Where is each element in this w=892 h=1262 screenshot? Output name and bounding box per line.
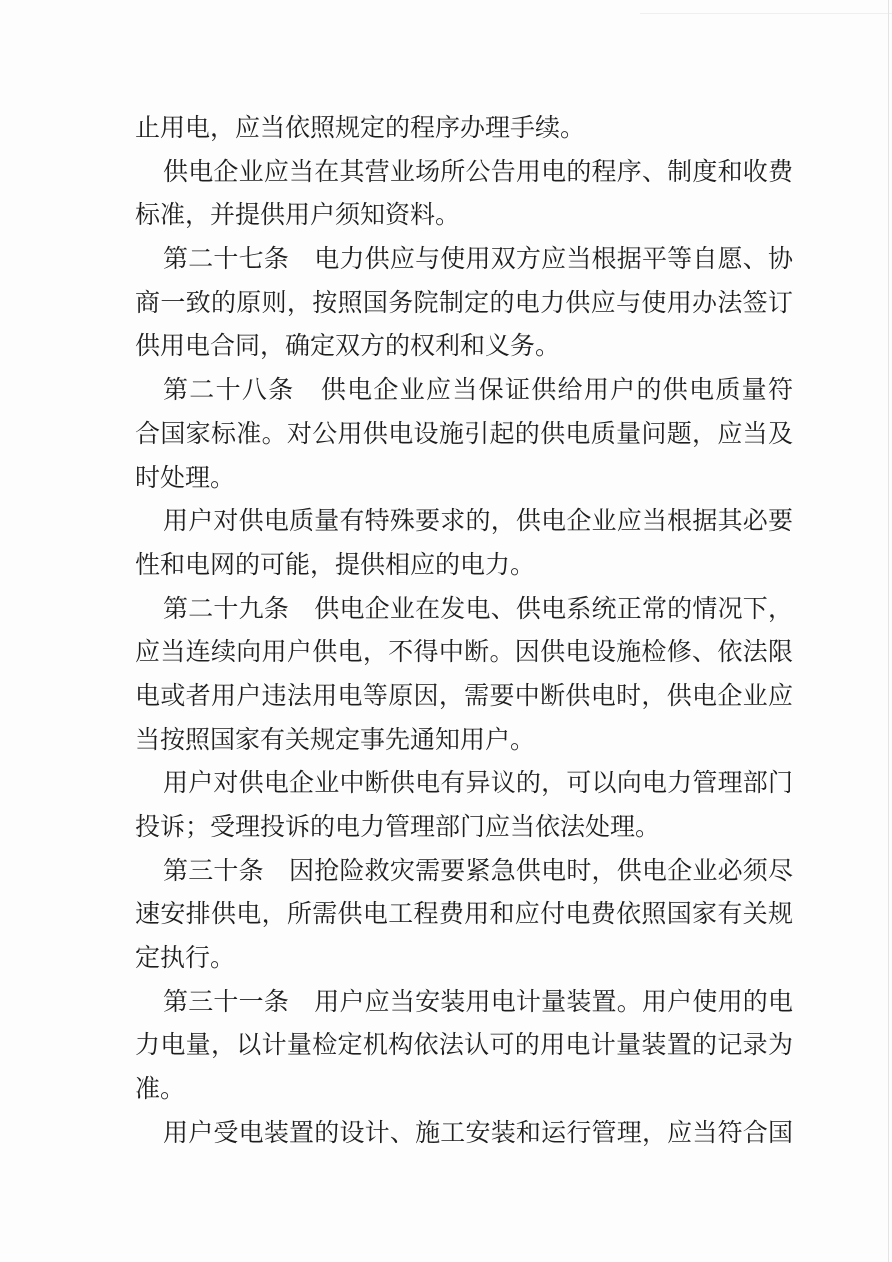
text-line: 投诉；受理投诉的电力管理部门应当依法处理。 <box>135 814 661 841</box>
text-line: 准。 <box>135 1076 186 1104</box>
text-line: 用户受电装置的设计、施工安装和运行管理，应当符合国 <box>163 1119 793 1147</box>
text-line: 止用电，应当依照规定的程序办理手续。 <box>135 115 586 142</box>
text-line: 应当连续向用户供电，不得中断。因供电设施检修、依法限 <box>135 639 793 667</box>
law-text-block <box>135 107 793 1156</box>
text-line: 速安排供电，所需供电工程费用和应付电费依照国家有关规 <box>135 901 793 929</box>
text-line: 定执行。 <box>135 945 236 973</box>
scan-edge-artifact-right <box>888 0 889 1262</box>
text-line: 标准，并提供用户须知资料。 <box>135 202 461 230</box>
text-line: 性和电网的可能，提供相应的电力。 <box>135 551 536 579</box>
text-line: 第三十条 因抢险救灾需要紧急供电时，供电企业必须尽 <box>163 857 793 885</box>
text-line: 合国家标准。对公用供电设施引起的供电质量问题，应当及 <box>135 420 793 448</box>
text-line: 供用电合同，确定双方的权利和义务。 <box>135 333 561 361</box>
text-line: 时处理。 <box>135 464 236 492</box>
text-line: 用户对供电企业中断供电有异议的，可以向电力管理部门 <box>163 770 793 798</box>
text-line: 第三十一条 用户应当安装用电计量装置。用户使用的电 <box>163 988 793 1016</box>
scan-edge-artifact-top <box>640 13 892 14</box>
text-line: 第二十八条 供电企业应当保证供给用户的供电质量符 <box>163 377 793 405</box>
text-line: 第二十七条 电力供应与使用双方应当根据平等自愿、协 <box>163 246 793 274</box>
text-line: 第二十九条 供电企业在发电、供电系统正常的情况下， <box>163 595 793 623</box>
text-line: 力电量，以计量检定机构依法认可的用电计量装置的记录为 <box>135 1032 793 1060</box>
text-line: 当按照国家有关规定事先通知用户。 <box>135 726 536 754</box>
text-line: 商一致的原则，按照国务院制定的电力供应与使用办法签订 <box>135 289 793 317</box>
text-line: 供电企业应当在其营业场所公告用电的程序、制度和收费 <box>163 158 793 186</box>
text-line: 电或者用户违法用电等原因，需要中断供电时，供电企业应 <box>135 682 793 710</box>
text-line: 用户对供电质量有特殊要求的，供电企业应当根据其必要 <box>163 508 793 536</box>
